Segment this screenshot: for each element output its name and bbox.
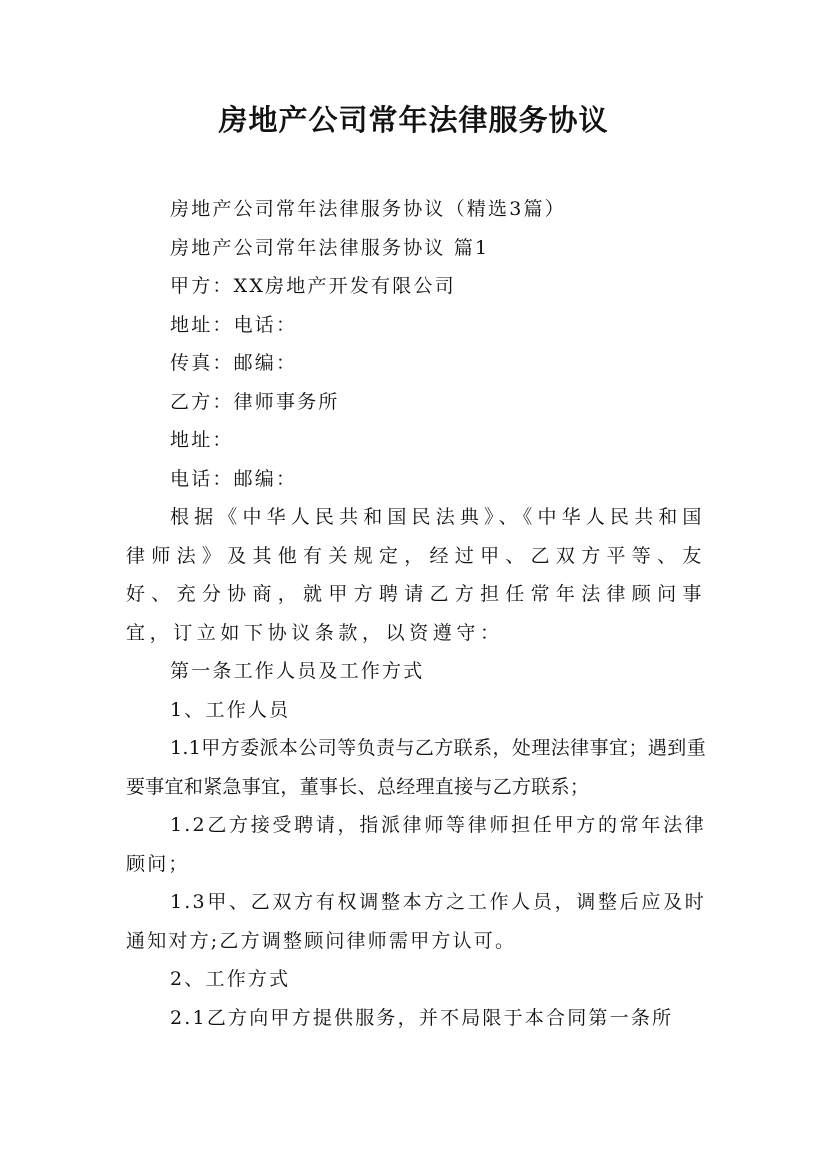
paragraph-clause-1-2: 1.2乙方接受聘请，指派律师等律师担任甲方的常年法律顾问；: [126, 814, 706, 875]
paragraph-party-b-phone: 电话：邮编：: [170, 467, 298, 490]
paragraph-party-a-address: 地址：电话：: [170, 313, 298, 336]
paragraph-method-heading: 2、工作方式: [170, 968, 291, 990]
paragraph-section-heading: 房地产公司常年法律服务协议 篇1: [170, 236, 490, 259]
paragraph-party-b: 乙方：律师事务所: [170, 390, 340, 413]
paragraph-preamble: 根据《中华人民共和国民法典》、《中华人民共和国律师法》及其他有关规定，经过甲、乙双方平等、友好、充分协商，就甲方聘请乙方担任常年法律顾问事宜，订立如下协议条款，以资遵守：: [126, 506, 706, 644]
paragraph-party-b-address: 地址：: [170, 429, 234, 451]
paragraph-party-a-fax: 传真：邮编：: [170, 352, 298, 374]
paragraph-clause-1-3: 1.3甲、乙双方有权调整本方之工作人员，调整后应及时通知对方;乙方调整顾问律师需甲方认可。: [126, 891, 706, 952]
paragraph-article-one: 第一条工作人员及工作方式: [170, 660, 425, 682]
paragraph-staff-heading: 1、工作人员: [170, 698, 291, 721]
paragraph-clause-1-1: 1.1甲方委派本公司等负责与乙方联系，处理法律事宜；遇到重要事宜和紧急事宜，董事长、总经理直接与乙方联系；: [126, 737, 706, 798]
paragraph-clause-2-1: 2.1乙方向甲方提供服务，并不局限于本合同第一条所: [170, 1006, 674, 1029]
document-body: [126, 190, 706, 1037]
paragraph-subtitle: 房地产公司常年法律服务协议（精选3篇）: [170, 198, 566, 220]
paragraph-party-a: 甲方：XX房地产开发有限公司: [170, 275, 456, 297]
document-title: 房地产公司常年法律服务协议: [218, 103, 609, 137]
